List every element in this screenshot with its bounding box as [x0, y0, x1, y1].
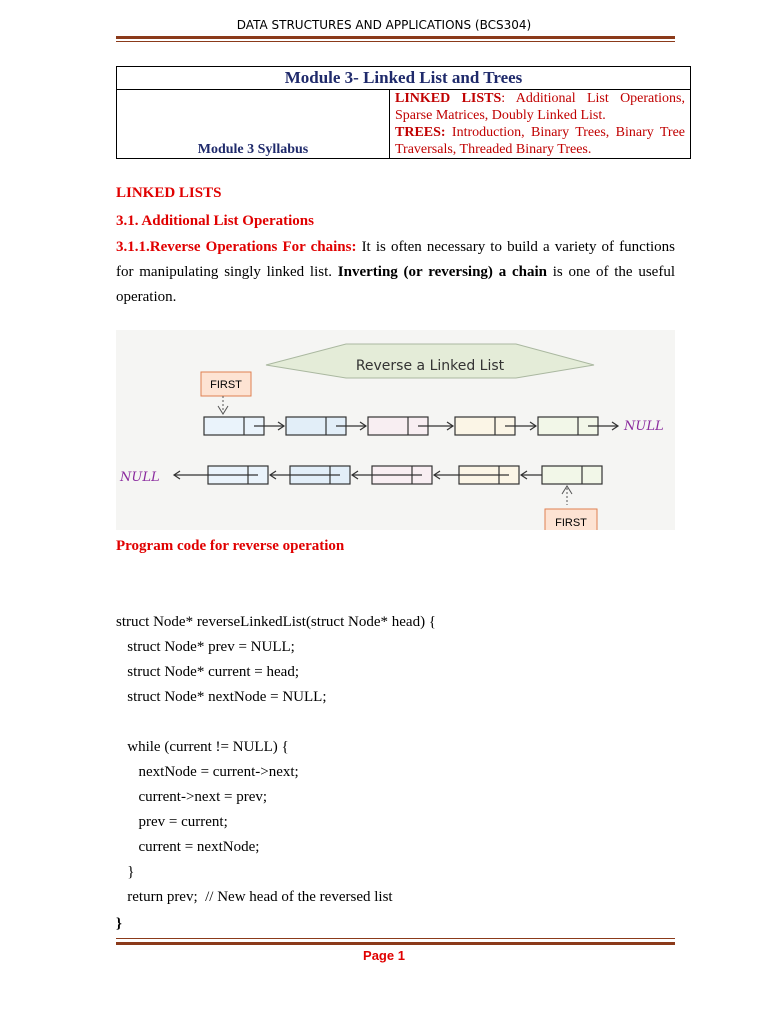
subsubsection-heading: 3.1.1.Reverse Operations For chains: [116, 239, 357, 255]
trees-label: TREES: [395, 125, 446, 140]
linked-lists-topics: : Additional List Operations, Sparse Matrices, Doubly Linked List. [395, 91, 685, 123]
code-line: struct Node* reverseLinkedList(struct Node* head) { [116, 614, 437, 630]
code-closing-brace: } [116, 916, 122, 932]
reverse-linked-list-figure [116, 330, 675, 530]
code-line: current->next = prev; [116, 789, 268, 805]
footer-rule-thin [116, 938, 675, 939]
code-line: return prev; // New head of the reversed list [116, 889, 393, 905]
running-header: DATA STRUCTURES AND APPLICATIONS (BCS304) [236, 18, 532, 32]
page-number: Page 1 [363, 948, 405, 963]
subsection-heading: 3.1. Additional List Operations [116, 213, 314, 229]
syllabus-content [390, 90, 691, 159]
header-rule [116, 36, 675, 39]
footer-rule [116, 942, 675, 945]
code-line: struct Node* prev = NULL; [116, 639, 295, 655]
program-heading: Program code for reverse operation [116, 538, 345, 554]
syllabus-table [116, 66, 691, 159]
first-bottom-label: FIRST [555, 517, 587, 529]
banner-text: Reverse a Linked List [355, 358, 505, 374]
syllabus-label: Module 3 Syllabus [117, 90, 390, 159]
module-title: Module 3- Linked List and Trees [117, 67, 691, 90]
code-line: nextNode = current->next; [116, 764, 299, 780]
code-line: current = nextNode; [116, 839, 260, 855]
first-top-label: FIRST [210, 379, 242, 391]
intro-bold: Inverting (or reversing) a chain [337, 264, 547, 280]
intro-text-2: is one of the useful operation. [116, 264, 676, 305]
intro-text-1: It is often necessary to build a variety of functions for manipulating singly linked list. [116, 239, 675, 280]
code-line [116, 710, 436, 735]
section-heading: LINKED LISTS [116, 185, 222, 201]
code-line: struct Node* current = head; [116, 664, 299, 680]
intro-paragraph [116, 235, 675, 310]
code-block [116, 585, 436, 935]
trees-topics: Introduction, Binary Trees, Binary Tree Traversals, Threaded Binary Trees. [395, 125, 685, 157]
null-left: NULL [120, 470, 160, 485]
code-line: } [116, 864, 135, 880]
null-right: NULL [624, 419, 664, 434]
header-rule-thin [116, 41, 675, 42]
code-line: struct Node* nextNode = NULL; [116, 689, 327, 705]
linked-lists-label: LINKED LISTS [395, 91, 502, 106]
code-line: while (current != NULL) { [116, 739, 289, 755]
code-line: prev = current; [116, 814, 228, 830]
